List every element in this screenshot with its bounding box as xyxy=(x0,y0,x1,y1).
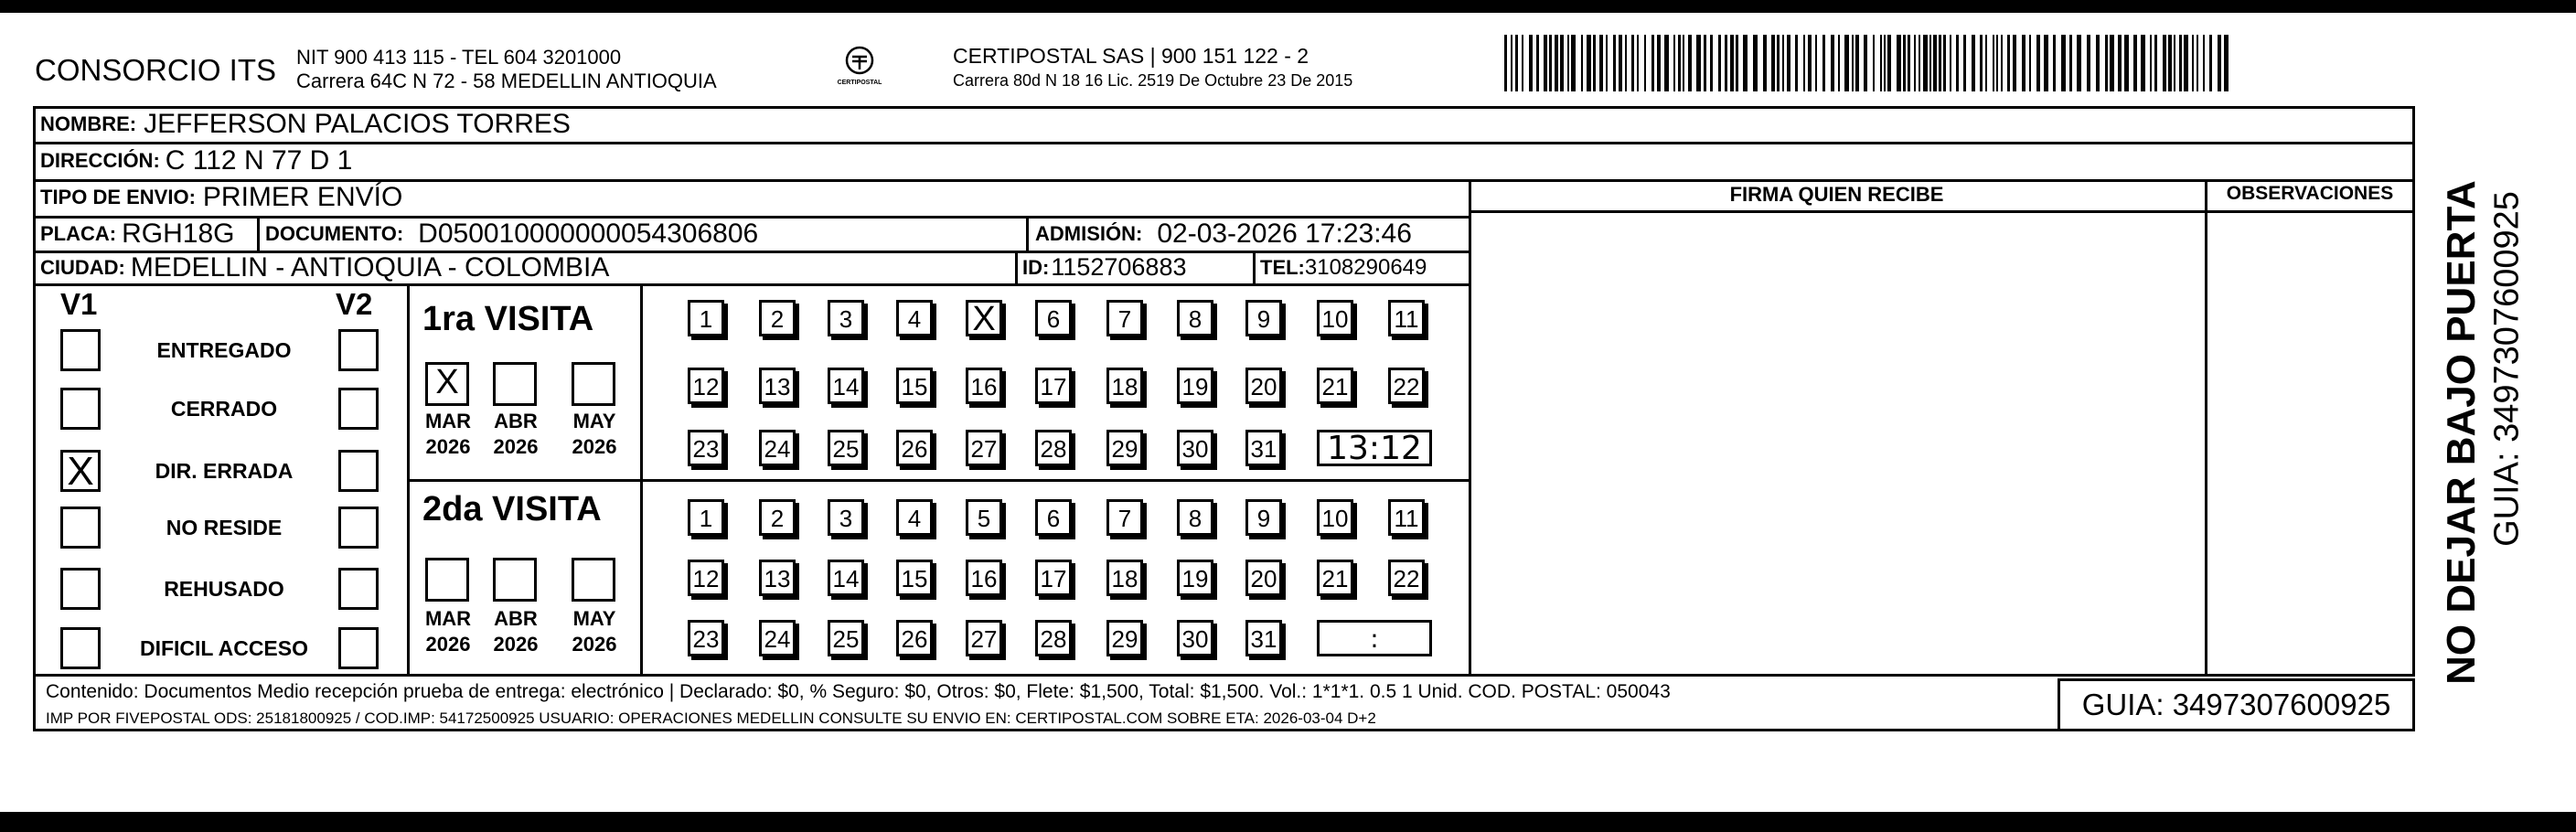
tel-label: TEL: xyxy=(1260,255,1305,279)
day-box-31[interactable]: 31 xyxy=(1245,430,1282,466)
visit-time-box[interactable]: 13:12 xyxy=(1317,430,1432,466)
tipo-envio-row xyxy=(40,181,402,214)
barcode-bar xyxy=(1753,35,1758,91)
day-box-9[interactable]: 9 xyxy=(1245,300,1282,336)
barcode-bar xyxy=(1664,35,1669,91)
day-mark: X xyxy=(972,300,996,338)
v1-checkbox[interactable] xyxy=(60,627,101,669)
barcode-bar xyxy=(1963,35,1966,91)
footer-guia-box xyxy=(2058,678,2415,731)
barcode-bar xyxy=(2053,35,2056,91)
v2-checkbox[interactable] xyxy=(338,388,379,430)
day-box-20[interactable]: 20 xyxy=(1245,368,1282,404)
barcode-bar xyxy=(1943,35,1946,91)
certipostal-license: Carrera 80d N 18 16 Lic. 2519 De Octubre 23 De 2015 xyxy=(953,71,1353,90)
divider-months-days xyxy=(640,283,643,674)
day-box-1[interactable]: 1 xyxy=(688,499,724,536)
barcode-bar xyxy=(1710,35,1713,91)
status-option-label: DIFICIL ACCESO xyxy=(139,636,308,660)
barcode-bar xyxy=(2174,35,2175,91)
day-box-26[interactable]: 26 xyxy=(896,620,933,656)
placa-label: PLACA: xyxy=(40,222,117,245)
firma-header: FIRMA QUIEN RECIBE xyxy=(1729,183,1944,206)
day-box-23[interactable]: 23 xyxy=(688,430,724,466)
certipostal-title: CERTIPOSTAL SAS | 900 151 122 - 2 xyxy=(953,44,1309,68)
day-box-10[interactable]: 10 xyxy=(1317,499,1353,536)
month-checkbox[interactable] xyxy=(493,362,537,406)
v1-checkbox[interactable] xyxy=(60,568,101,610)
barcode-bar xyxy=(1657,35,1661,91)
day-box-28[interactable]: 28 xyxy=(1035,620,1072,656)
day-box-11[interactable]: 11 xyxy=(1388,300,1425,336)
footer-contents: Contenido: Documentos Medio recepción prueba de entrega: electrónico | Declarado: $0, % Seguro: $0, Otros: $0, Flete: $1,500, Total: $1,500. Vol.: 1*1*1. 0.5 1 Unid. COD. POSTAL: 050043 xyxy=(46,681,1671,702)
v1-checkbox[interactable] xyxy=(60,329,101,371)
row-line-footer xyxy=(33,674,2415,677)
documento-label: DOCUMENTO: xyxy=(265,222,404,245)
v1-header: V1 xyxy=(60,287,98,321)
status-option-label: DIR. ERRADA xyxy=(155,459,294,483)
barcode-bar xyxy=(1625,35,1627,91)
divider-firma-left xyxy=(1469,179,1471,674)
id-value: 1152706883 xyxy=(1051,253,1187,281)
barcode-bar xyxy=(2141,35,2145,91)
month-label: ABR xyxy=(494,410,538,432)
barcode-bar xyxy=(1673,35,1675,91)
barcode-bar xyxy=(2133,35,2137,91)
barcode-bar xyxy=(1903,35,1906,91)
day-box-21[interactable]: 21 xyxy=(1317,560,1353,596)
barcode-bar xyxy=(1887,35,1891,91)
id-row xyxy=(1022,251,1187,283)
day-box-7[interactable]: 7 xyxy=(1106,499,1143,536)
barcode-bar xyxy=(2069,35,2072,91)
day-box-9[interactable]: 9 xyxy=(1245,499,1282,536)
nombre-row xyxy=(40,108,571,141)
day-box-12[interactable]: 12 xyxy=(688,560,724,596)
barcode-bar xyxy=(1808,35,1812,91)
v1-checkbox[interactable] xyxy=(60,388,101,430)
barcode-bar xyxy=(1511,35,1512,91)
side-guia: GUIA: 3497307600925 xyxy=(2487,191,2527,547)
day-box-24[interactable]: 24 xyxy=(759,620,796,656)
month-checkbox[interactable] xyxy=(572,362,615,406)
placa-value: RGH18G xyxy=(122,219,235,249)
month-checkbox[interactable] xyxy=(425,558,469,602)
placa-row xyxy=(40,218,234,251)
nombre-label: NOMBRE: xyxy=(40,112,137,135)
barcode-bar xyxy=(2013,35,2016,91)
barcode-bar xyxy=(1683,35,1684,91)
status-option-label: CERRADO xyxy=(170,397,278,421)
barcode-bar xyxy=(1555,35,1558,91)
barcode-bar xyxy=(2007,35,2010,91)
day-box-18[interactable]: 18 xyxy=(1106,560,1143,596)
day-box-27[interactable]: 27 xyxy=(966,620,1002,656)
barcode-bar xyxy=(1929,35,1931,91)
day-box-16[interactable]: 16 xyxy=(966,560,1002,596)
day-box-10[interactable]: 10 xyxy=(1317,300,1353,336)
barcode-bar xyxy=(1855,35,1859,91)
day-box-2[interactable]: 2 xyxy=(759,300,796,336)
bottom-border-bar xyxy=(0,812,2576,832)
barcode-bar xyxy=(2061,35,2066,91)
barcode-bar xyxy=(1919,35,1920,91)
tel-value: 3108290649 xyxy=(1304,254,1427,280)
barcode-bar xyxy=(1956,35,1959,91)
barcode xyxy=(1504,35,2236,93)
barcode-bar xyxy=(1736,35,1738,91)
top-border-bar xyxy=(0,0,2576,13)
barcode-bar xyxy=(1950,35,1951,91)
day-box-23[interactable]: 23 xyxy=(688,620,724,656)
tipo-envio-value: PRIMER ENVÍO xyxy=(202,182,403,212)
month-label: MAY xyxy=(572,607,616,630)
barcode-bar xyxy=(1777,35,1780,91)
day-box-6[interactable]: 6 xyxy=(1035,300,1072,336)
nombre-value: JEFFERSON PALACIOS TORRES xyxy=(144,109,571,139)
day-box-30[interactable]: 30 xyxy=(1177,430,1213,466)
barcode-bar xyxy=(1529,35,1533,91)
day-box-25[interactable]: 25 xyxy=(828,620,864,656)
visit-2-title: 2da VISITA xyxy=(422,490,602,528)
day-box-29[interactable]: 29 xyxy=(1106,620,1143,656)
barcode-bar xyxy=(1678,35,1681,91)
barcode-bar xyxy=(2218,35,2221,91)
v2-header: V2 xyxy=(336,287,373,321)
ciudad-row xyxy=(40,251,609,283)
admision-value: 02-03-2026 17:23:46 xyxy=(1157,219,1412,249)
ciudad-label: CIUDAD: xyxy=(40,255,125,279)
barcode-bar xyxy=(1599,35,1603,91)
barcode-bar xyxy=(2168,35,2172,91)
day-box-21[interactable]: 21 xyxy=(1317,368,1353,404)
day-box-24[interactable]: 24 xyxy=(759,430,796,466)
v2-checkbox[interactable] xyxy=(338,450,379,492)
barcode-bar xyxy=(1763,35,1767,91)
month-checkbox[interactable]: X xyxy=(425,362,469,406)
barcode-bar xyxy=(2036,35,2040,91)
footer-guia: GUIA: 3497307600925 xyxy=(2081,688,2391,721)
day-box-26[interactable]: 26 xyxy=(896,430,933,466)
barcode-bar xyxy=(1696,35,1701,91)
barcode-bar xyxy=(1593,35,1596,91)
day-box-5[interactable]: 5 xyxy=(966,499,1002,536)
month-label: MAR xyxy=(424,410,472,432)
year-label: 2026 xyxy=(425,633,471,656)
barcode-bar xyxy=(1587,35,1591,91)
day-box-31[interactable]: 31 xyxy=(1245,620,1282,656)
barcode-bar xyxy=(1844,35,1849,91)
v1-checkbox[interactable] xyxy=(60,507,101,549)
barcode-bar xyxy=(2179,35,2182,91)
barcode-bar xyxy=(1914,35,1916,91)
documento-value: D050010000000054306806 xyxy=(418,219,759,249)
day-box-4[interactable]: 4 xyxy=(896,300,933,336)
id-label: ID: xyxy=(1022,255,1050,279)
barcode-bar xyxy=(1571,35,1576,91)
barcode-bar xyxy=(1743,35,1748,91)
ciudad-value: MEDELLIN - ANTIOQUIA - COLOMBIA xyxy=(130,251,610,283)
documento-row xyxy=(265,218,758,251)
day-box-11[interactable]: 11 xyxy=(1388,499,1425,536)
barcode-bar xyxy=(2110,35,2114,91)
observaciones-header: OBSERVACIONES xyxy=(2226,183,2394,204)
tipo-envio-label: TIPO DE ENVIO: xyxy=(40,186,196,208)
barcode-bar xyxy=(1939,35,1941,91)
barcode-bar xyxy=(1884,35,1886,91)
day-box-22[interactable]: 22 xyxy=(1388,560,1425,596)
day-box-29[interactable]: 29 xyxy=(1106,430,1143,466)
day-box-28[interactable]: 28 xyxy=(1035,430,1072,466)
barcode-bar xyxy=(1718,35,1721,91)
barcode-bar xyxy=(1972,35,1975,91)
barcode-bar xyxy=(1536,35,1539,91)
barcode-bar xyxy=(2184,35,2188,91)
barcode-bar xyxy=(1619,35,1622,91)
barcode-bar xyxy=(2087,35,2090,91)
barcode-bar xyxy=(1908,35,1910,91)
barcode-bar xyxy=(1504,35,1507,91)
barcode-bar xyxy=(1688,35,1692,91)
barcode-bar xyxy=(1613,35,1616,91)
barcode-bar xyxy=(1831,35,1834,91)
status-option-label: NO RESIDE xyxy=(166,516,283,539)
direccion-value: C 112 N 77 D 1 xyxy=(165,145,353,176)
logo-text: CERTIPOSTAL xyxy=(837,80,882,86)
day-box-4[interactable]: 4 xyxy=(896,499,933,536)
barcode-bar xyxy=(1704,35,1706,91)
day-box-14[interactable]: 14 xyxy=(828,368,864,404)
barcode-bar xyxy=(1923,35,1928,91)
status-option-label: ENTREGADO xyxy=(156,338,292,362)
company-nit: NIT 900 413 115 - TEL 604 3201000 xyxy=(296,46,622,69)
barcode-bar xyxy=(1864,35,1867,91)
day-box-14[interactable]: 14 xyxy=(828,560,864,596)
year-label: 2026 xyxy=(425,435,471,458)
side-warning: NO DEJAR BAJO PUERTA xyxy=(2439,180,2484,685)
barcode-bar xyxy=(1980,35,1983,91)
day-box-8[interactable]: 8 xyxy=(1177,499,1213,536)
year-label: 2026 xyxy=(572,435,617,458)
barcode-bar xyxy=(1815,35,1817,91)
v2-checkbox[interactable] xyxy=(338,627,379,669)
row-line-header-cols xyxy=(1469,210,2415,213)
status-option-label: REHUSADO xyxy=(164,577,284,601)
barcode-bar xyxy=(1873,35,1875,91)
barcode-bar xyxy=(1985,35,1987,91)
day-box-15[interactable]: 15 xyxy=(896,560,933,596)
v2-checkbox[interactable] xyxy=(338,568,379,610)
barcode-bar xyxy=(1631,35,1634,91)
day-box-2[interactable]: 2 xyxy=(759,499,796,536)
barcode-bar xyxy=(1838,35,1840,91)
barcode-bar xyxy=(2029,35,2031,91)
day-box-19[interactable]: 19 xyxy=(1177,560,1213,596)
barcode-bar xyxy=(1644,35,1646,91)
day-box-15[interactable]: 15 xyxy=(896,368,933,404)
year-label: 2026 xyxy=(572,633,617,656)
divider-tel xyxy=(1253,251,1256,283)
frame-right xyxy=(2412,106,2415,674)
barcode-bar xyxy=(2105,35,2108,91)
barcode-bar xyxy=(1787,35,1790,91)
v2-checkbox[interactable] xyxy=(338,507,379,549)
barcode-bar xyxy=(2124,35,2129,91)
admision-row xyxy=(1035,218,1412,251)
row-line-5 xyxy=(33,283,1469,286)
day-box-7[interactable]: 7 xyxy=(1106,300,1143,336)
barcode-bar xyxy=(1581,35,1583,91)
barcode-bar xyxy=(1522,35,1523,91)
day-box-18[interactable]: 18 xyxy=(1106,368,1143,404)
barcode-bar xyxy=(1933,35,1937,91)
barcode-bar xyxy=(1803,35,1805,91)
month-checkbox[interactable] xyxy=(493,558,537,602)
row-line-visits xyxy=(407,479,1469,482)
barcode-bar xyxy=(1996,35,1998,91)
barcode-bar xyxy=(1544,35,1547,91)
barcode-bar xyxy=(2001,35,2003,91)
barcode-bar xyxy=(1637,35,1639,91)
certipostal-logo xyxy=(834,42,885,95)
day-box-30[interactable]: 30 xyxy=(1177,620,1213,656)
barcode-bar xyxy=(2096,35,2100,91)
day-box-27[interactable]: 27 xyxy=(966,430,1002,466)
visit-1-title: 1ra VISITA xyxy=(422,300,594,338)
barcode-bar xyxy=(1822,35,1825,91)
month-label: ABR xyxy=(494,607,538,630)
barcode-bar xyxy=(2044,35,2048,91)
day-box-17[interactable]: 17 xyxy=(1035,368,1072,404)
barcode-bar xyxy=(1606,35,1608,91)
barcode-bar xyxy=(2154,35,2157,91)
barcode-bar xyxy=(1795,35,1798,91)
day-box-13[interactable]: 13 xyxy=(759,560,796,596)
barcode-bar xyxy=(1993,35,1994,91)
divider-status-visits xyxy=(407,283,410,674)
day-box-3[interactable]: 3 xyxy=(828,499,864,536)
barcode-bar xyxy=(1730,35,1734,91)
month-label: MAY xyxy=(572,410,616,432)
month-checkbox[interactable] xyxy=(572,558,615,602)
barcode-bar xyxy=(2192,35,2194,91)
barcode-bar xyxy=(2022,35,2026,91)
barcode-bar xyxy=(2203,35,2205,91)
visit-time-box[interactable]: : xyxy=(1317,620,1432,656)
day-box-25[interactable]: 25 xyxy=(828,430,864,466)
day-box-17[interactable]: 17 xyxy=(1035,560,1072,596)
day-box-16[interactable]: 16 xyxy=(966,368,1002,404)
barcode-bar xyxy=(1725,35,1727,91)
barcode-bar xyxy=(1515,35,1518,91)
barcode-bar xyxy=(1852,35,1854,91)
barcode-bar xyxy=(2197,35,2198,91)
day-box-12[interactable]: 12 xyxy=(688,368,724,404)
barcode-bar xyxy=(2224,35,2229,91)
month-label: MAR xyxy=(424,607,472,630)
barcode-bar xyxy=(1560,35,1564,91)
v1-checkbox[interactable]: X xyxy=(60,450,101,492)
direccion-row xyxy=(40,144,352,177)
day-box-8[interactable]: 8 xyxy=(1177,300,1213,336)
divider-admision xyxy=(1026,216,1029,251)
row-line-1 xyxy=(33,142,2415,144)
divider-obs-left xyxy=(2205,179,2207,674)
day-box-20[interactable]: 20 xyxy=(1245,560,1282,596)
barcode-bar xyxy=(1782,35,1784,91)
barcode-bar xyxy=(2163,35,2166,91)
year-label: 2026 xyxy=(493,633,539,656)
day-box-13[interactable]: 13 xyxy=(759,368,796,404)
barcode-bar xyxy=(2077,35,2081,91)
footer-imp: IMP POR FIVEPOSTAL ODS: 25181800925 / COD.IMP: 54172500925 USUARIO: OPERACIONES MEDELLIN CONSULTE SU ENVIO EN: CERTIPOSTAL.COM SOBRE ETA: 2026-03-04 D+2 xyxy=(46,709,1376,727)
barcode-bar xyxy=(2150,35,2152,91)
barcode-bar xyxy=(1880,35,1882,91)
tel-row xyxy=(1260,251,1427,283)
barcode-bar xyxy=(2118,35,2122,91)
admision-label: ADMISIÓN: xyxy=(1035,222,1143,245)
barcode-bar xyxy=(1897,35,1901,91)
v2-checkbox[interactable] xyxy=(338,329,379,371)
day-box-19[interactable]: 19 xyxy=(1177,368,1213,404)
year-label: 2026 xyxy=(493,435,539,458)
frame-left xyxy=(33,106,36,731)
company-address: Carrera 64C N 72 - 58 MEDELLIN ANTIOQUIA xyxy=(296,69,717,92)
divider-placa xyxy=(257,216,260,251)
day-box-22[interactable]: 22 xyxy=(1388,368,1425,404)
direccion-label: DIRECCIÓN: xyxy=(40,149,160,172)
divider-id xyxy=(1015,251,1018,283)
barcode-bar xyxy=(2209,35,2212,91)
day-box-6[interactable]: 6 xyxy=(1035,499,1072,536)
barcode-bar xyxy=(1651,35,1654,91)
barcode-bar xyxy=(1771,35,1775,91)
company-name: CONSORCIO ITS xyxy=(35,53,277,87)
barcode-bar xyxy=(1567,35,1569,91)
barcode-bar xyxy=(1549,35,1552,91)
day-box-3[interactable]: 3 xyxy=(828,300,864,336)
day-box-1[interactable]: 1 xyxy=(688,300,724,336)
day-box-5-marked[interactable] xyxy=(966,300,1002,336)
